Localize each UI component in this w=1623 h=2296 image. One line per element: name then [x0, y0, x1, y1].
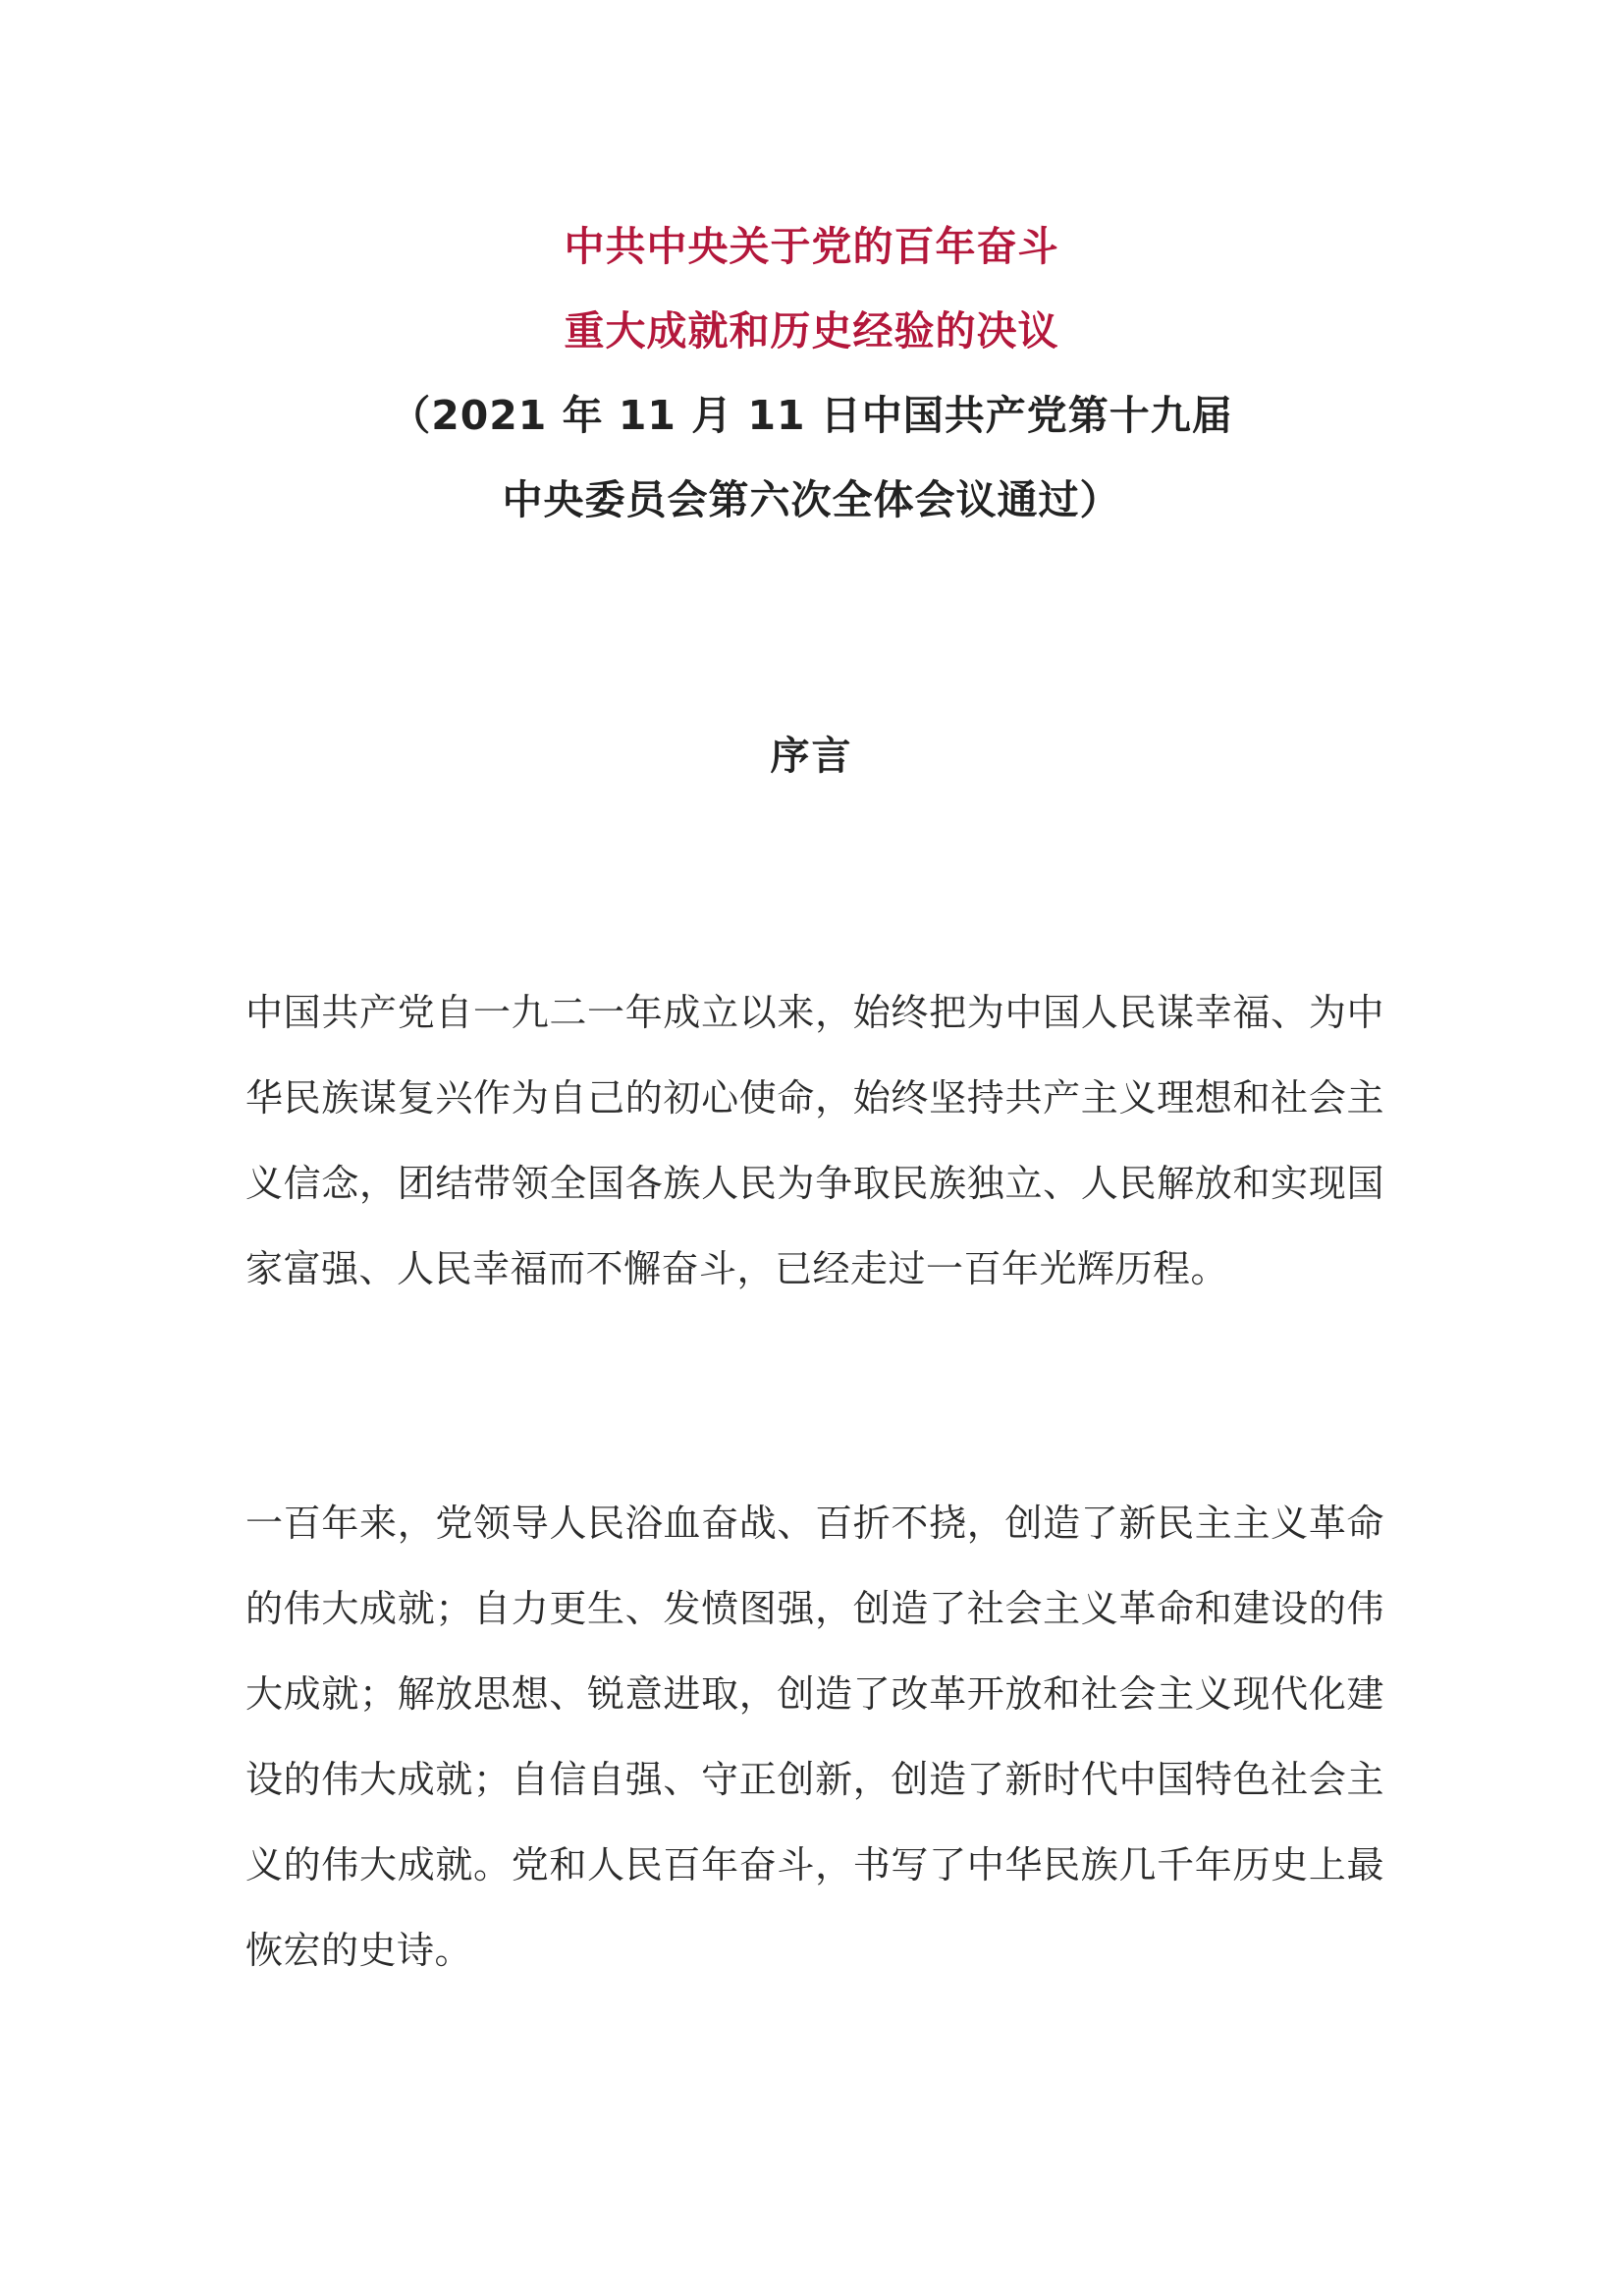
- document-title-line-2: 重大成就和历史经验的决议: [564, 307, 1059, 355]
- body-paragraph-2: 一百年来，党领导人民浴血奋战、百折不挠，创造了新民主主义革命的伟大成就；自力更生、发愤图强，创造了社会主义革命和建设的伟大成就；解放思想、锐意进取，创造了改革开放和社会主义现代化建设的伟大成就；自信自强、守正创新，创造了新时代中国特色社会主义的伟大成就。党和人民百年奋斗，书写了中华民族几千年历史上最恢宏的史诗。: [245, 1502, 1384, 1972]
- document-subtitle-line-1: （2021 年 11 月 11 日中国共产党第十九届: [390, 392, 1233, 439]
- body-paragraph-1: 中国共产党自一九二一年成立以来，始终把为中国人民谋幸福、为中华民族谋复兴作为自己的初心使命，始终坚持共产主义理想和社会主义信念，团结带领全国各族人民为争取民族独立、人民解放和实现国家富强、人民幸福而不懈奋斗，已经走过一百年光辉历程。: [245, 991, 1384, 1290]
- document-subtitle-line-2: 中央委员会第六次全体会议通过）: [502, 476, 1121, 523]
- section-heading: 序言: [770, 734, 853, 779]
- document-title-block: [0, 204, 1623, 542]
- document-title-line-1: 中共中央关于党的百年奋斗: [564, 223, 1059, 270]
